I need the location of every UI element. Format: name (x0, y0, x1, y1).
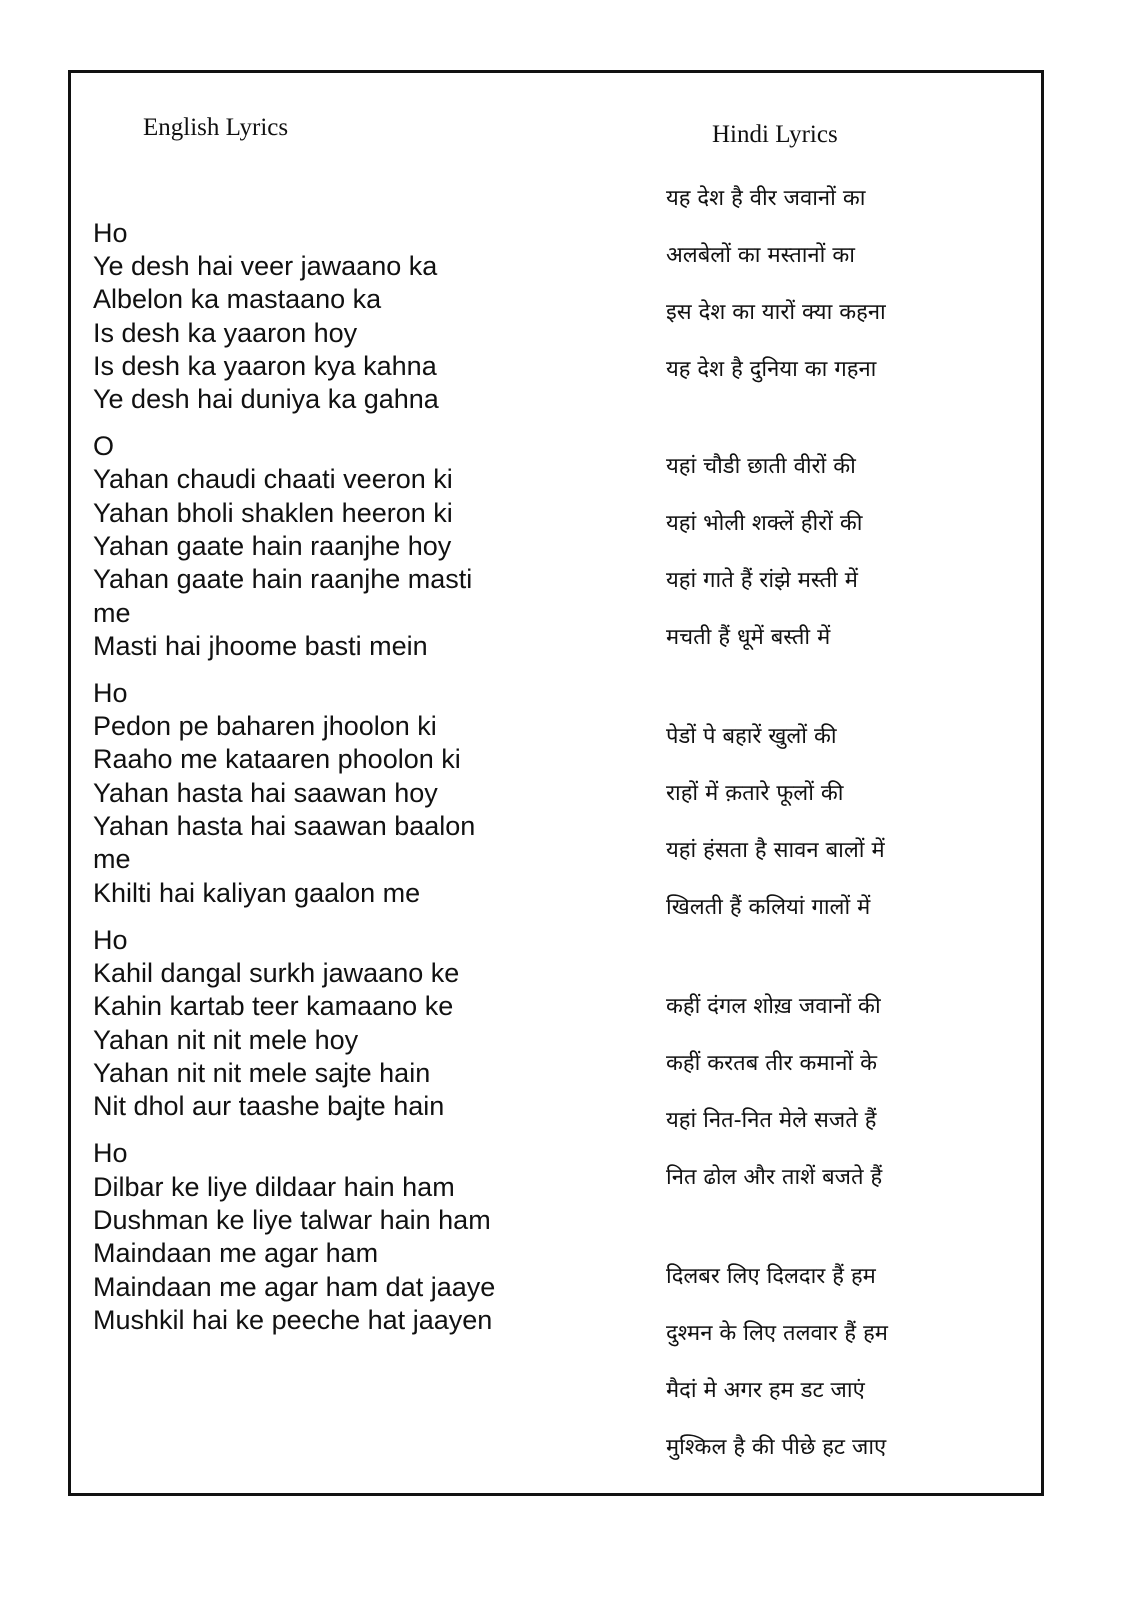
hindi-lyrics-heading: Hindi Lyrics (712, 121, 838, 148)
hindi-lyric-line: मचती हैं धूमें बस्ती में (666, 625, 831, 650)
english-lyric-line: me (93, 598, 131, 628)
hindi-lyric-line: यहां भोली शक्लें हीरों की (666, 511, 863, 536)
hindi-lyric-line: राहों में क़तारे फूलों की (666, 781, 844, 806)
english-lyric-line: Kahin kartab teer kamaano ke (93, 991, 454, 1021)
english-lyric-line: Ye desh hai veer jawaano ka (93, 251, 438, 281)
hindi-lyric-line: खिलती हैं कलियां गालों में (666, 895, 871, 920)
english-lyric-line: Maindaan me agar ham dat jaaye (93, 1272, 496, 1302)
english-lyric-line: me (93, 844, 131, 874)
hindi-lyric-line: अलबेलों का मस्तानों का (666, 243, 855, 268)
hindi-lyric-line: यहां चौडी छाती वीरों की (666, 454, 856, 479)
english-lyric-line: Yahan gaate hain raanjhe masti (93, 564, 473, 594)
hindi-lyric-line: यह देश है वीर जवानों का (666, 186, 866, 211)
english-lyric-line: Dushman ke liye talwar hain ham (93, 1205, 491, 1235)
hindi-lyric-line: कहीं दंगल शोख़ जवानों की (666, 994, 881, 1019)
english-lyric-line: Masti hai jhoome basti mein (93, 631, 428, 661)
english-lyric-line: Nit dhol aur taashe bajte hain (93, 1091, 445, 1121)
english-lyric-line: Pedon pe baharen jhoolon ki (93, 711, 437, 741)
english-lyric-line: Kahil dangal surkh jawaano ke (93, 958, 460, 988)
hindi-lyric-line: कहीं करतब तीर कमानों के (666, 1051, 878, 1076)
english-lyric-line: Ye desh hai duniya ka gahna (93, 384, 439, 414)
hindi-lyric-line: मुश्किल है की पीछे हट जाए (666, 1435, 887, 1460)
hindi-lyric-line: यहां गाते हैं रांझे मस्ती में (666, 568, 858, 593)
english-lyric-line: Yahan hasta hai saawan hoy (93, 778, 438, 808)
english-lyric-line: Yahan nit nit mele sajte hain (93, 1058, 431, 1088)
hindi-lyric-line: पेडों पे बहारें खुलों की (666, 724, 837, 749)
hindi-lyric-line: नित ढोल और ताशें बजते हैं (666, 1165, 883, 1190)
hindi-lyric-line: दुश्मन के लिए तलवार हैं हम (666, 1321, 888, 1346)
english-lyric-line: Ho (93, 1138, 128, 1168)
english-lyric-line: Maindaan me agar ham (93, 1238, 379, 1268)
english-lyrics-heading: English Lyrics (143, 114, 289, 141)
english-lyric-line: Ho (93, 925, 128, 955)
english-lyric-line: Yahan nit nit mele hoy (93, 1025, 359, 1055)
english-lyric-line: Is desh ka yaaron kya kahna (93, 351, 437, 381)
english-lyric-line: Dilbar ke liye dildaar hain ham (93, 1172, 455, 1202)
english-lyric-line: Is desh ka yaaron hoy (93, 318, 358, 348)
hindi-lyric-line: यह देश है दुनिया का गहना (666, 357, 877, 382)
english-lyric-line: Yahan bholi shaklen heeron ki (93, 498, 453, 528)
english-lyric-line: Ho (93, 678, 128, 708)
english-lyric-line: O (93, 431, 115, 461)
english-lyric-line: Yahan chaudi chaati veeron ki (93, 464, 453, 494)
hindi-lyric-line: यहां हंसता है सावन बालों में (666, 838, 885, 863)
hindi-lyric-line: इस देश का यारों क्या कहना (666, 300, 886, 325)
english-lyric-line: Yahan gaate hain raanjhe hoy (93, 531, 452, 561)
english-lyric-line: Raaho me kataaren phoolon ki (93, 744, 461, 774)
english-lyric-line: Mushkil hai ke peeche hat jaayen (93, 1305, 493, 1335)
english-lyric-line: Yahan hasta hai saawan baalon (93, 811, 476, 841)
english-lyric-line: Albelon ka mastaano ka (93, 284, 382, 314)
hindi-lyric-line: यहां नित-नित मेले सजते हैं (666, 1108, 877, 1133)
english-lyric-line: Khilti hai kaliyan gaalon me (93, 878, 421, 908)
hindi-lyric-line: मैदां मे अगर हम डट जाएं (666, 1378, 865, 1403)
english-lyric-line: Ho (93, 218, 128, 248)
hindi-lyric-line: दिलबर लिए दिलदार हैं हम (666, 1264, 876, 1289)
